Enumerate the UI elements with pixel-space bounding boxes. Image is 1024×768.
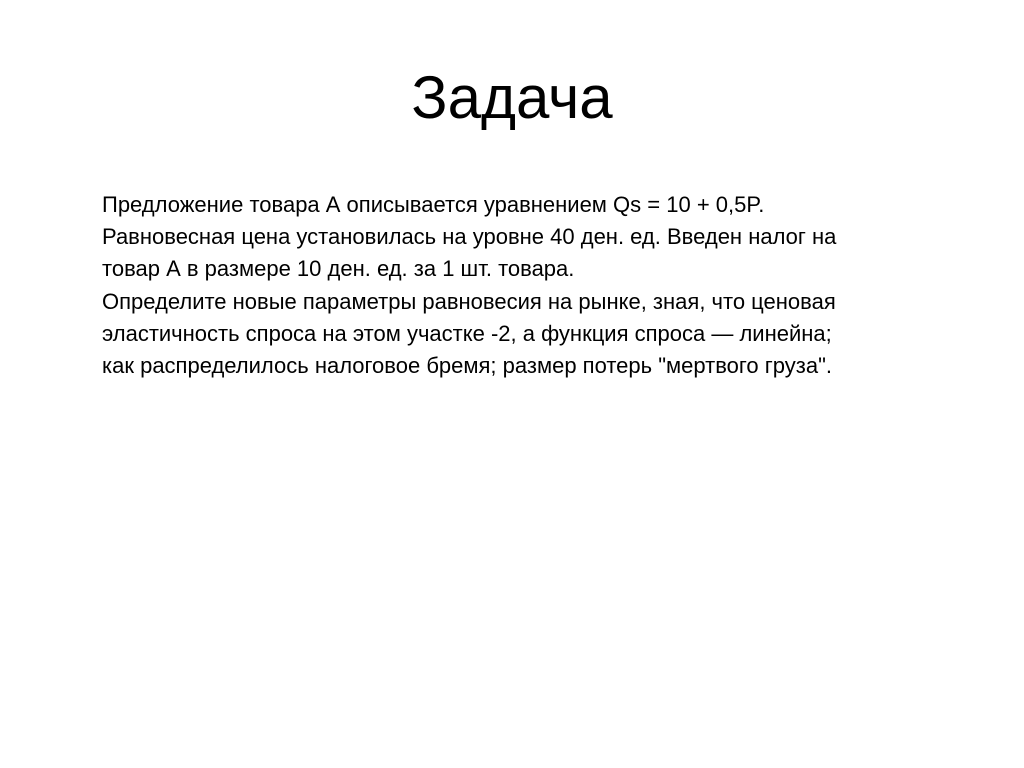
body-line: Определите новые параметры равновесия на рынке, зная, что ценовая bbox=[102, 288, 836, 314]
body-line: Предложение товара А описывается уравнением Qs = 10 + 0,5P. bbox=[102, 192, 765, 217]
body-line: эластичность спроса на этом участке -2, а функция спроса — линейна; bbox=[102, 320, 832, 346]
body-line: товар А в размере 10 ден. ед. за 1 шт. товара. bbox=[102, 256, 575, 282]
body-line: как распределилось налоговое бремя; размер потерь "мертвого груза". bbox=[102, 353, 833, 379]
slide-title: Задача bbox=[411, 64, 613, 131]
body-line: Равновесная цена установилась на уровне 40 ден. ед. Введен налог на bbox=[102, 224, 837, 250]
slide-body-text bbox=[102, 189, 982, 382]
